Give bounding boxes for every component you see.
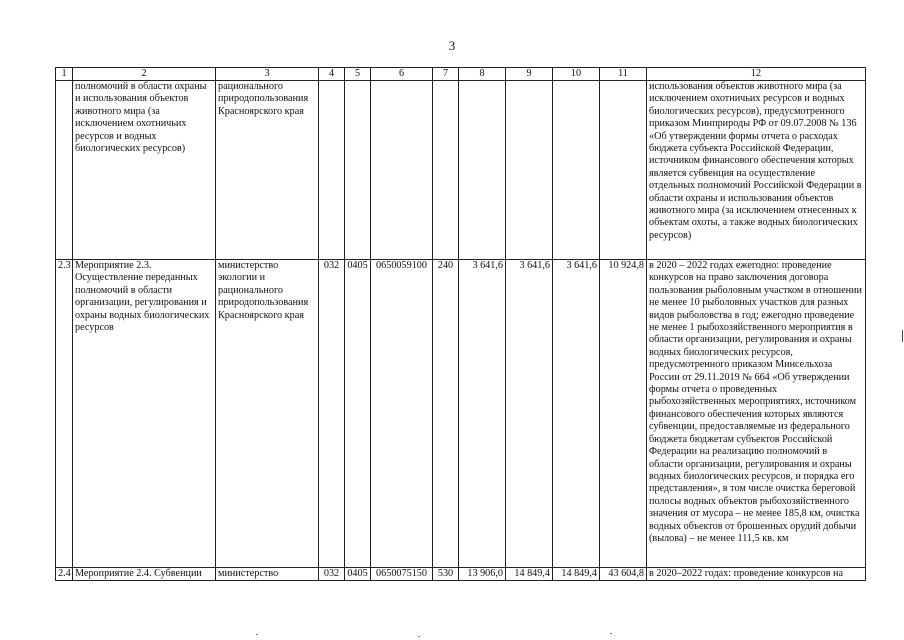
column-number: 2 [73,68,216,81]
expected-result-cell: использования объектов животного мира (за исключением охотничьих ресурсов и водных биологических ресурсов), предусмотренного приказом Минприроды РФ от 09.07.2008 № 136 «Об утверждении формы отчета о расходах бюджета субъекта Российской Федерации, источником финансового обеспечения которых является субвенция на осуществление отдельных полномочий Российской Федерации в области охраны и использования объектов животного мира (за исключением отнесенных к объектам охоты, а также водных биологических ресурсов) [647,81,866,260]
column-number: 4 [319,68,345,81]
column-number: 5 [345,68,371,81]
section-code-cell: 0405 [345,568,371,581]
column-number-row [56,68,866,81]
responsible-executor-cell: рационального природопользования Красноярского края [216,81,319,260]
table-cell [600,81,647,260]
column-number: 1 [56,68,73,81]
responsible-executor-cell: министерство экологии и рационального природопользования Красноярского края [216,260,319,568]
table-cell [345,81,371,260]
column-number: 7 [433,68,459,81]
expense-type-cell: 240 [433,260,459,568]
table-row-2-3 [56,260,866,568]
column-number: 12 [647,68,866,81]
expected-result-cell: в 2020–2022 годах: проведение конкурсов на [647,568,866,581]
column-number: 9 [506,68,553,81]
item-number-cell: 2.4 [56,568,73,581]
column-number: 8 [459,68,506,81]
column-number: 10 [553,68,600,81]
scan-speck [610,633,612,634]
table-cell [506,81,553,260]
table-cell [319,81,345,260]
total-amount-cell: 43 604,8 [600,568,647,581]
item-number-cell [56,81,73,260]
table-cell [433,81,459,260]
amount-cell: 3 641,6 [553,260,600,568]
amount-cell: 14 849,4 [553,568,600,581]
column-number: 6 [371,68,433,81]
table-row-2-4 [56,568,866,581]
table-cell [371,81,433,260]
table-cell [553,81,600,260]
scan-speck [256,634,258,635]
amount-cell: 14 849,4 [506,568,553,581]
amount-cell: 3 641,6 [459,260,506,568]
expected-result-cell: в 2020 – 2022 годах ежегодно: проведение конкурсов на право заключения договора пользования рыболовным участком в отношении не менее 10 рыболовных участков для разных видов рыболовства в год; ежегодно проведение не менее 1 рыбохозяйственного мероприятия в области организации, регулирования и охраны водных биологических ресурсов, предусмотренного приказом Минсельхоза России от 29.11.2019 № 664 «Об утверждении формы отчета о проведенных рыбохозяйственных мероприятиях, источником финансового обеспечения которых являются субвенции, предоставляемые из федерального бюджета бюджетам субъектов Российской Федерации на реализацию полномочий в области организации, регулирования и охраны водных биологических ресурсов, и порядка его представления», в том числе очистка береговой полосы водных объектов рыбохозяйственного значения от мусора – не менее 185,8 км, очистка водных объектов от брошенных орудий добычи (вылова) – не менее 111,5 кв. км [647,260,866,568]
section-code-cell: 0405 [345,260,371,568]
expense-type-cell: 530 [433,568,459,581]
target-article-cell: 0650059100 [371,260,433,568]
column-number: 11 [600,68,647,81]
activity-name-cell: Мероприятие 2.3. Осуществление переданных полномочий в области организации, регулирования и охраны водных биологических ресурсов [73,260,216,568]
column-number: 3 [216,68,319,81]
table-row-continuation [56,81,866,260]
total-amount-cell: 10 924,8 [600,260,647,568]
budget-activities-table [55,67,866,581]
activity-name-cell: Мероприятие 2.4. Субвенции [73,568,216,581]
activity-name-cell: полномочий в области охраны и использования объектов животного мира (за исключением охотничьих ресурсов и водных биологических ресурсов) [73,81,216,260]
item-number-cell: 2.3 [56,260,73,568]
ministry-code-cell: 032 [319,568,345,581]
scan-margin-mark [902,330,903,342]
target-article-cell: 0650075150 [371,568,433,581]
ministry-code-cell: 032 [319,260,345,568]
scan-speck [418,636,420,637]
table-cell [459,81,506,260]
amount-cell: 3 641,6 [506,260,553,568]
responsible-executor-cell: министерство [216,568,319,581]
amount-cell: 13 906,0 [459,568,506,581]
page-number: 3 [448,38,456,53]
